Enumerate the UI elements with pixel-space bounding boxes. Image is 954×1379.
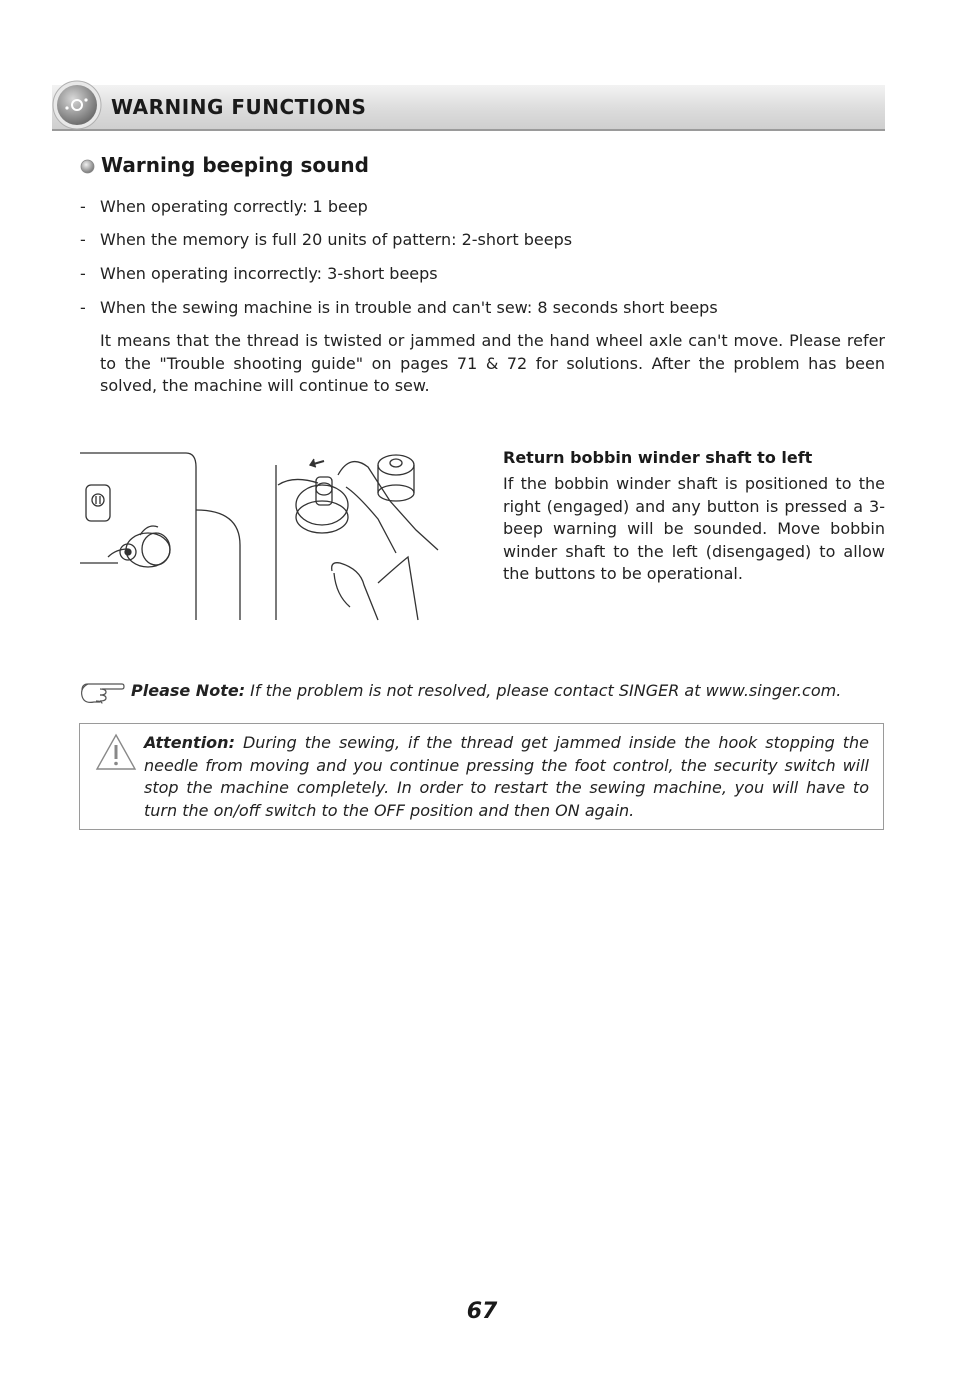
pointing-hand-icon — [78, 680, 126, 706]
attention-text: Attention: During the sewing, if the thread get jammed inside the hook stopping the needle from moving and you continue pressing the foot control, the security switch will stop the machine completely. In order to restart the sewing machine, you will have to turn the on/off switch to the OFF position and then ON again. — [144, 733, 869, 820]
bullet-orb-icon — [80, 159, 95, 174]
list-item: - When the sewing machine is in trouble and can't sew: 8 seconds short beeps — [80, 298, 718, 317]
section-title: Warning beeping sound — [101, 153, 369, 177]
list-item: - When operating incorrectly: 3-short beeps — [80, 264, 438, 283]
please-note: Please Note: If the problem is not resolved, please contact SINGER at www.singer.com. — [131, 681, 842, 700]
warning-triangle-icon — [95, 732, 137, 772]
list-item: - When the memory is full 20 units of pattern: 2-short beeps — [80, 230, 573, 249]
bobbin-section-text: If the bobbin winder shaft is positioned to the right (engaged) and any button is pressed a 3-beep warning will be sounded. Move bobbin winder shaft to the left (disengaged) to allow the buttons to be operational. — [503, 474, 885, 583]
bobbin-section-title: Return bobbin winder shaft to left — [503, 448, 813, 467]
list-item: - When operating correctly: 1 beep — [80, 197, 368, 216]
explanation-paragraph: It means that the thread is twisted or jammed and the hand wheel axle can't move. Please refer to the "Trouble shooting guide" on pages 71 & 72 for solutions. After the problem has been solved, the machine will continue to sew. — [100, 331, 885, 395]
bobbin-winder-illustration — [78, 445, 443, 625]
page-number: 67 — [466, 1299, 498, 1324]
section-badge-icon — [52, 80, 102, 130]
page-title: WARNING FUNCTIONS — [111, 95, 367, 119]
